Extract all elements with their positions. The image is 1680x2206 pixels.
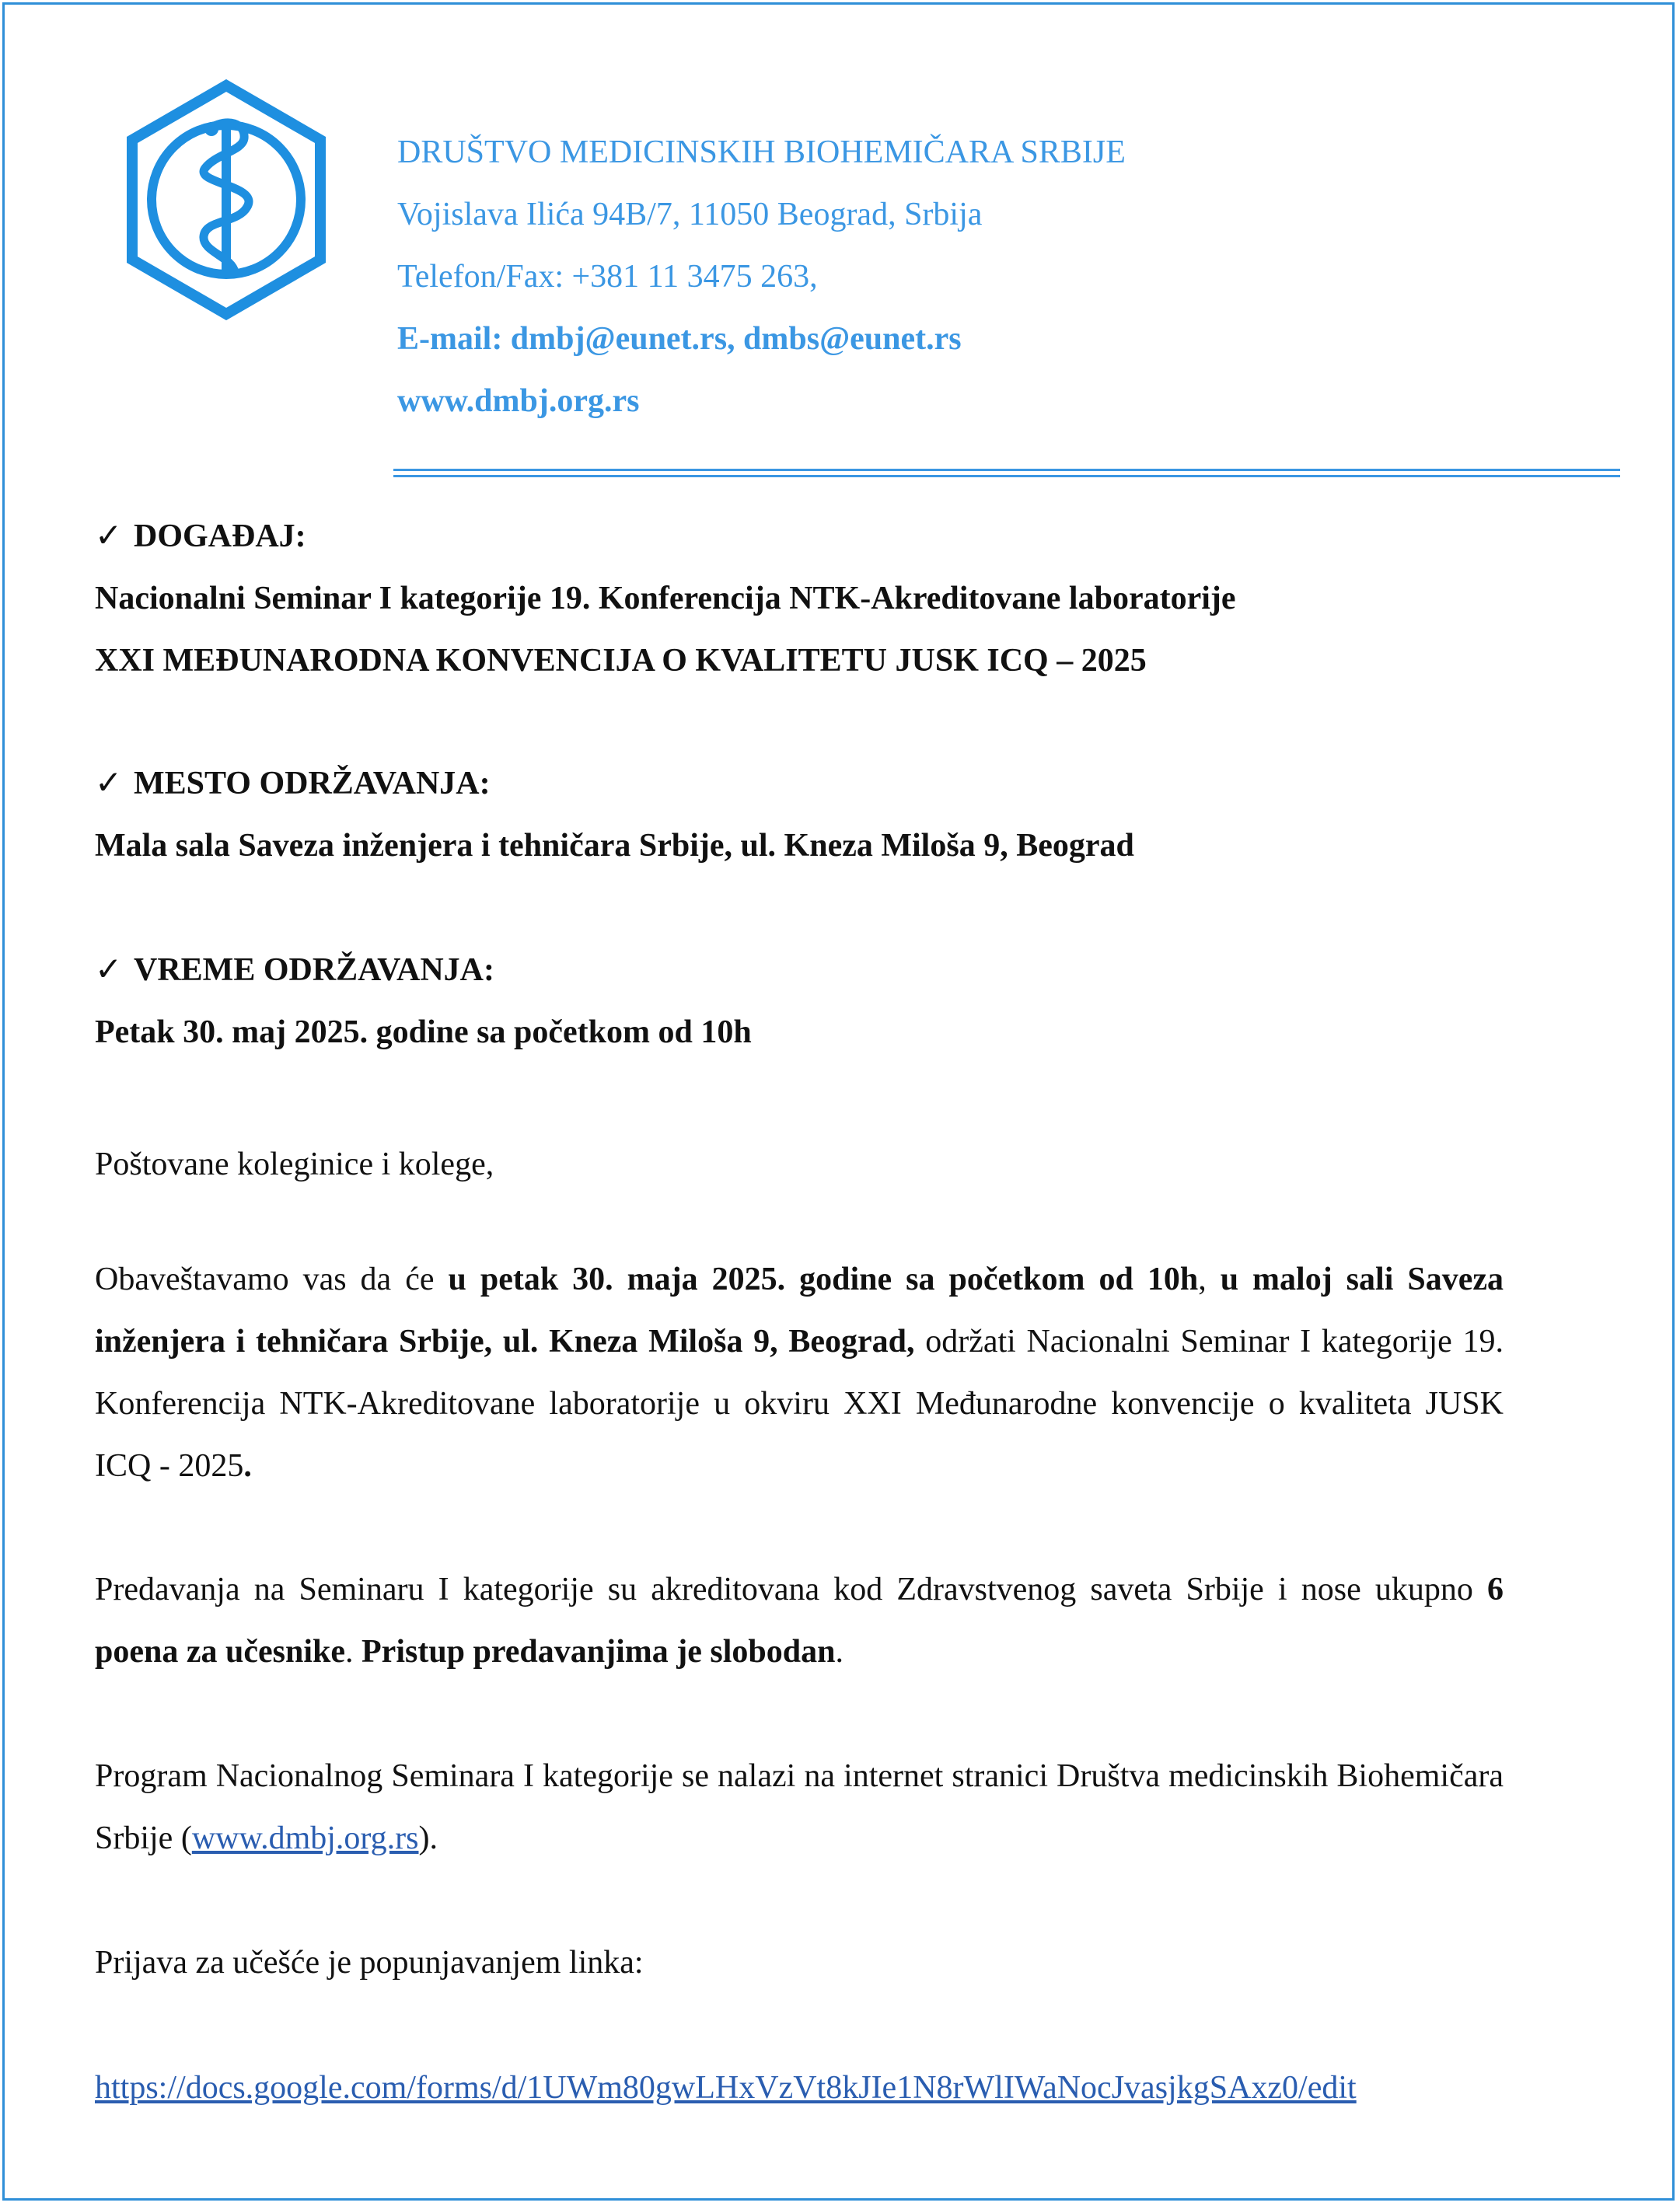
p1-text-1: Obaveštavamo vas da će: [95, 1262, 449, 1297]
event-section: [95, 516, 1504, 703]
greeting: Poštovane koleginice i kolege,: [95, 1147, 494, 1182]
header-divider-top: [393, 469, 1620, 471]
org-email[interactable]: E-mail: dmbj@eunet.rs, dmbs@eunet.rs: [397, 321, 962, 357]
org-name: DRUŠTVO MEDICINSKIH BIOHEMIČARA SRBIJE: [397, 134, 1126, 170]
time-label: VREME ODRŽAVANJA:: [134, 952, 494, 988]
p3-text-2: ).: [418, 1820, 438, 1856]
p2-bold-points: 6 poena za učesnike: [95, 1572, 1504, 1670]
p2-text-3: .: [835, 1634, 843, 1670]
p2-text-1: Predavanja na Seminaru I kategorije su akreditovana kod Zdravstvenog saveta Srbije i nose ukupno: [95, 1572, 1487, 1607]
check-icon: ✓: [95, 952, 123, 988]
header-divider-bottom: [393, 475, 1620, 477]
p2-text-2: .: [345, 1634, 362, 1670]
event-label: DOGAĐAJ:: [134, 518, 306, 554]
p3-text-1: Program Nacionalnog Seminara I kategorije se nalazi na internet stranici Društva medicinskih Biohemičara Srbije (: [95, 1758, 1504, 1856]
venue-value: Mala sala Saveza inženjera i tehničara Srbije, ul. Kneza Miloša 9, Beograd: [95, 828, 1134, 864]
p1-text-3: održati Nacionalni Seminar I kategorije 19. Konferencija NTK-Akreditovane laboratorije u okviru XXI Međunarodne konvencije o kvaliteta JUSK ICQ - 2025: [95, 1324, 1504, 1484]
org-address: Vojislava Ilića 94B/7, 11050 Beograd, Srbija: [397, 197, 983, 232]
check-icon: ✓: [95, 766, 123, 801]
paragraph-announcement: [95, 1248, 1504, 1497]
website-link[interactable]: www.dmbj.org.rs: [191, 1820, 419, 1856]
p1-text-2: ,: [1198, 1262, 1221, 1297]
paragraph-program: [95, 1745, 1504, 1869]
event-line-2: XXI MEĐUNARODNA KONVENCIJA O KVALITETU JUSK ICQ – 2025: [95, 643, 1147, 679]
org-website[interactable]: www.dmbj.org.rs: [397, 383, 640, 419]
paragraph-registration: Prijava za učešće je popunjavanjem linka:: [95, 1945, 644, 1981]
p1-bold-venue: u maloj sali Saveza inženjera i tehničara Srbije, ul. Kneza Miloša 9, Beograd,: [95, 1262, 1504, 1360]
form-link-row: [95, 2057, 1504, 2119]
venue-section: [95, 763, 1504, 888]
p2-bold-access: Pristup predavanjima je slobodan: [361, 1634, 836, 1670]
registration-form-link[interactable]: https://docs.google.com/forms/d/1UWm80gwLHxVzVt8kJIe1N8rWlIWaNocJvasjkgSAxz0/edit: [95, 2070, 1357, 2106]
venue-label: MESTO ODRŽAVANJA:: [134, 766, 491, 801]
time-section: [95, 950, 1504, 1074]
caduceus-hexagon-icon: [124, 79, 328, 320]
check-icon: ✓: [95, 518, 123, 554]
org-phone: Telefon/Fax: +381 11 3475 263,: [397, 259, 818, 295]
p1-bold-date: u petak 30. maja 2025. godine sa početkom od 10h: [448, 1262, 1199, 1297]
time-value: Petak 30. maj 2025. godine sa početkom od 10h: [95, 1014, 752, 1050]
event-line-1: Nacionalni Seminar I kategorije 19. Konferencija NTK-Akreditovane laboratorije: [95, 581, 1236, 616]
p1-bold-period: .: [243, 1448, 252, 1484]
paragraph-accreditation: [95, 1559, 1504, 1683]
